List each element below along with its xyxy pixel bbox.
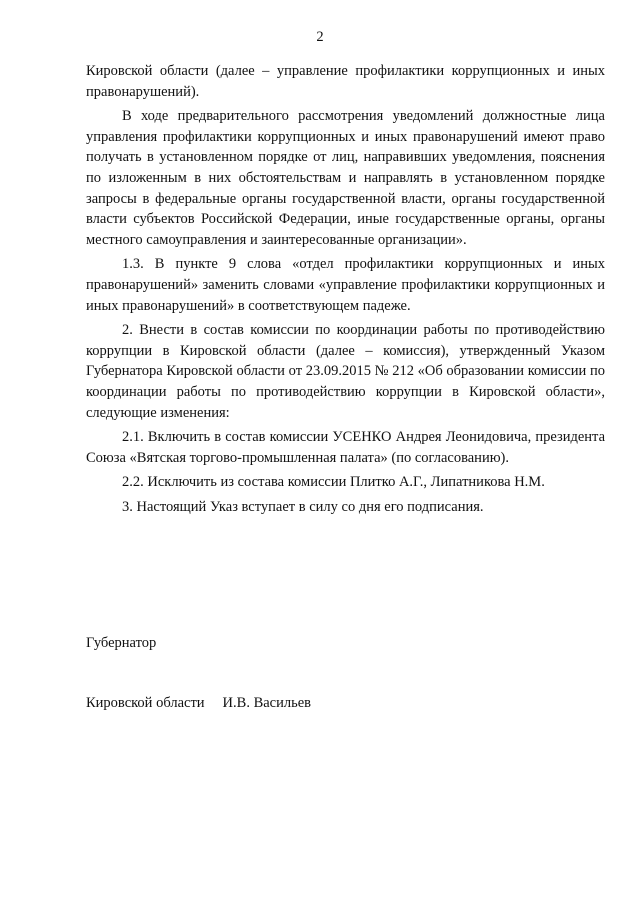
page-number: 2	[316, 29, 324, 45]
document-body	[86, 61, 605, 517]
signature-title-line1: Губернатор	[86, 635, 157, 651]
signature-region: Кировской области	[86, 695, 205, 711]
paragraph-item-2: 2. Внести в состав комиссии по координации работы по противодействию коррупции в Кировской области (далее – комиссия), утвержденный Указом Губернатора Кировской области от 23.09.2015 № 212 «Об образовании комиссии по координации работы по противодействию коррупции в Кировской области», следующие изменения:	[86, 322, 605, 421]
signature-block	[86, 593, 311, 753]
signatory-name: И.В. Васильев	[222, 695, 311, 711]
paragraph-item-1-3: 1.3. В пункте 9 слова «отдел профилактики коррупционных и иных правонарушений» заменить словами «управление профилактики коррупционных и иных правонарушений» в соответствующем падеже.	[86, 256, 605, 314]
paragraph-item-3: 3. Настоящий Указ вступает в силу со дня его подписания.	[122, 498, 484, 515]
paragraph-item-2-2: 2.2. Исключить из состава комиссии Плитко А.Г., Липатникова Н.М.	[122, 474, 545, 491]
paragraph-continuation: Кировской области (далее – управление профилактики коррупционных и иных правонарушений).	[86, 63, 605, 100]
paragraph-preliminary-review: В ходе предварительного рассмотрения уведомлений должностные лица управления профилактики коррупционных и иных правонарушений имеют право получать в установленном порядке от лиц, направивших уведомления, пояснения по изложенным в них обстоятельствам и направлять в установленном порядке запросы в федеральные органы государственной власти, органы государственной власти субъектов Российской Федерации, иные государственные органы, органы местного самоуправления и заинтересованные организации».	[86, 108, 605, 248]
paragraph-item-2-1: 2.1. Включить в состав комиссии УСЕНКО Андрея Леонидовича, президента Союза «Вятская торгово-промышленная палата» (по согласованию).	[86, 429, 605, 466]
signature-title-line2	[86, 693, 311, 713]
